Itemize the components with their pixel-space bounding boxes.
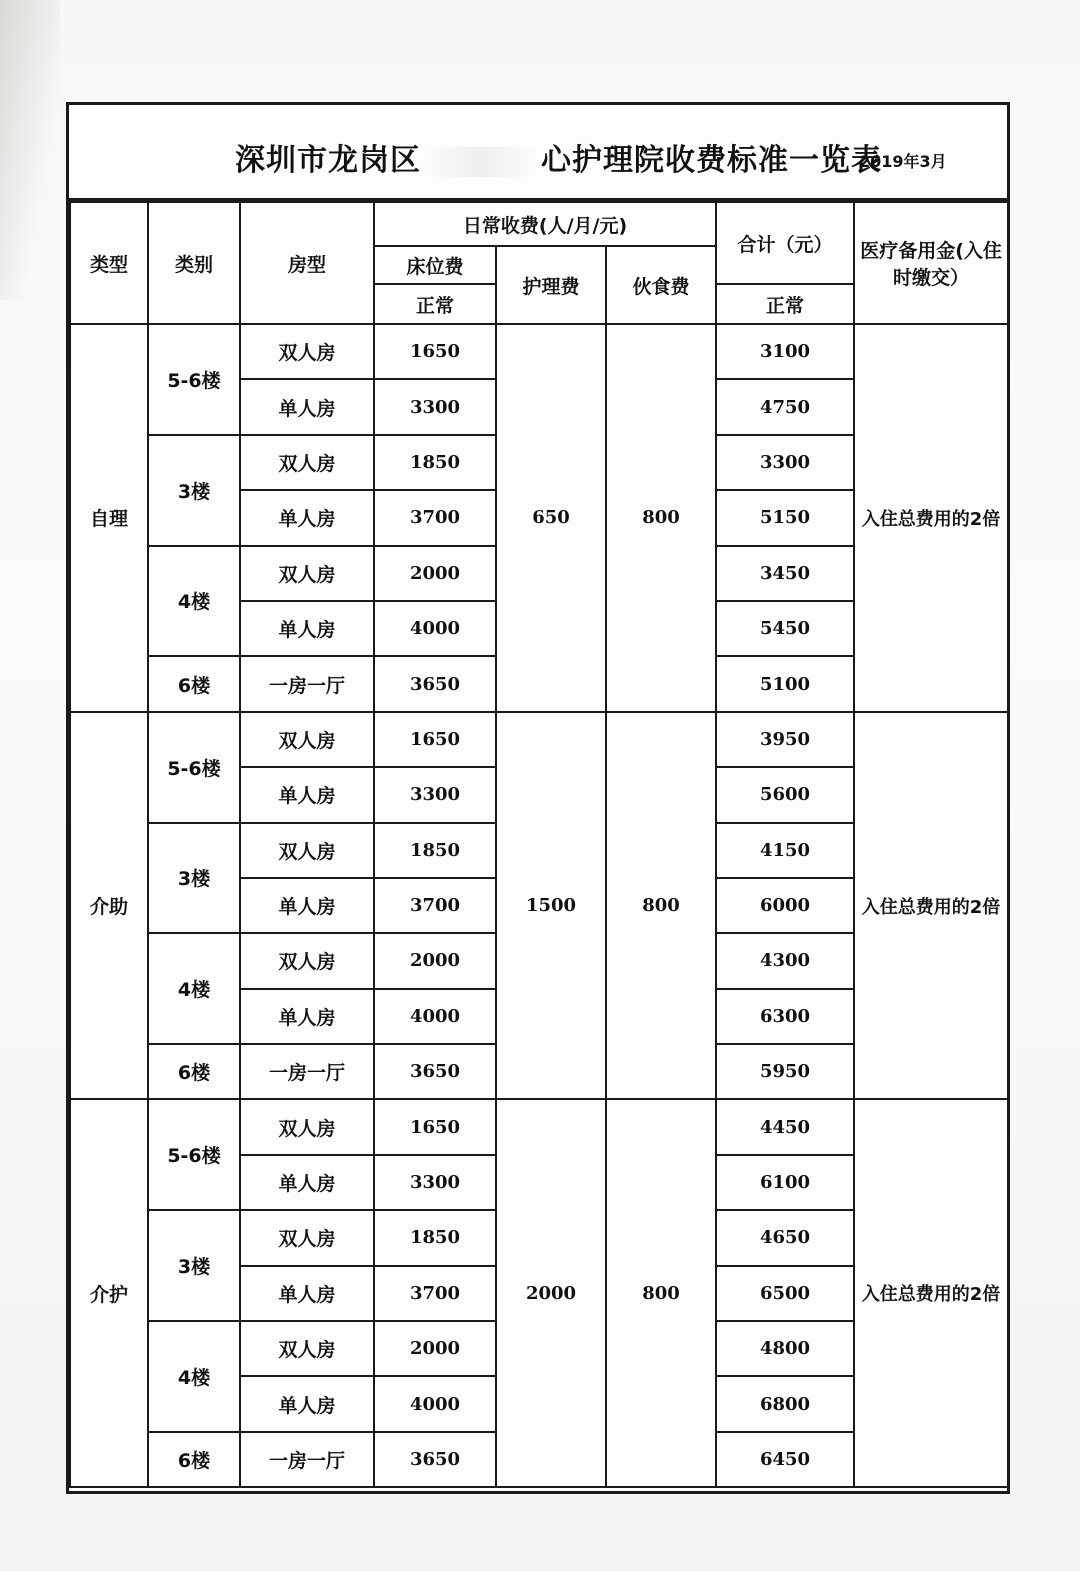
room-type-cell: 双人房 (240, 933, 374, 988)
total-cell: 6450 (716, 1432, 854, 1487)
bed-fee-cell: 3650 (374, 1044, 496, 1099)
bed-fee-cell: 3700 (374, 490, 496, 545)
bed-fee-cell: 1650 (374, 1099, 496, 1154)
floor-cell: 5-6楼 (148, 712, 240, 823)
room-type-cell: 单人房 (240, 379, 374, 434)
total-cell: 6500 (716, 1266, 854, 1321)
bed-fee-cell: 4000 (374, 989, 496, 1044)
room-type-cell: 双人房 (240, 1099, 374, 1154)
type-cell: 介护 (70, 1099, 148, 1487)
bed-fee-cell: 2000 (374, 546, 496, 601)
title-suffix: 心护理院收费标准一览表 (541, 143, 882, 178)
meal-fee-cell: 800 (606, 1099, 716, 1487)
table-row (70, 1099, 1008, 1154)
header-total: 合计（元） (716, 202, 854, 284)
total-cell: 5450 (716, 601, 854, 656)
redacted-region (421, 147, 541, 177)
fee-table-body (70, 324, 1008, 1487)
header-medical-deposit: 医疗备用金(入住时缴交） (854, 202, 1008, 324)
bed-fee-cell: 3700 (374, 1266, 496, 1321)
title-row (69, 105, 1007, 201)
total-cell: 4300 (716, 933, 854, 988)
total-cell: 5950 (716, 1044, 854, 1099)
bed-fee-cell: 2000 (374, 933, 496, 988)
total-cell: 5600 (716, 767, 854, 822)
total-cell: 3450 (716, 546, 854, 601)
deposit-cell: 入住总费用的2倍 (854, 712, 1008, 1100)
page-edge-shadow (0, 0, 60, 300)
total-cell: 5100 (716, 656, 854, 711)
floor-cell: 4楼 (148, 933, 240, 1044)
room-type-cell: 单人房 (240, 490, 374, 545)
header-bed-fee-normal: 正常 (374, 284, 496, 324)
title-prefix: 深圳市龙岗区 (235, 143, 421, 178)
room-type-cell: 单人房 (240, 767, 374, 822)
floor-cell: 5-6楼 (148, 324, 240, 435)
bed-fee-cell: 1650 (374, 712, 496, 767)
room-type-cell: 一房一厅 (240, 1432, 374, 1487)
room-type-cell: 一房一厅 (240, 656, 374, 711)
header-type: 类型 (70, 202, 148, 324)
total-cell: 6300 (716, 989, 854, 1044)
bed-fee-cell: 3300 (374, 379, 496, 434)
table-row (70, 712, 1008, 767)
header-bed-fee: 床位费 (374, 246, 496, 284)
bed-fee-cell: 4000 (374, 601, 496, 656)
room-type-cell: 双人房 (240, 546, 374, 601)
meal-fee-cell: 800 (606, 324, 716, 712)
header-meal-fee: 伙食费 (606, 246, 716, 324)
header-category: 类别 (148, 202, 240, 324)
bed-fee-cell: 3700 (374, 878, 496, 933)
bed-fee-cell: 3650 (374, 1432, 496, 1487)
floor-cell: 4楼 (148, 546, 240, 657)
bed-fee-cell: 1850 (374, 435, 496, 490)
total-cell: 6100 (716, 1155, 854, 1210)
room-type-cell: 单人房 (240, 601, 374, 656)
room-type-cell: 单人房 (240, 878, 374, 933)
room-type-cell: 单人房 (240, 1155, 374, 1210)
floor-cell: 3楼 (148, 1210, 240, 1321)
fee-table (69, 201, 1009, 1488)
bed-fee-cell: 1850 (374, 1210, 496, 1265)
document-title (235, 135, 882, 179)
header-nursing-fee: 护理费 (496, 246, 606, 324)
room-type-cell: 双人房 (240, 712, 374, 767)
type-cell: 介助 (70, 712, 148, 1100)
floor-cell: 6楼 (148, 656, 240, 711)
room-type-cell: 单人房 (240, 1376, 374, 1431)
total-cell: 4800 (716, 1321, 854, 1376)
bed-fee-cell: 3300 (374, 1155, 496, 1210)
floor-cell: 5-6楼 (148, 1099, 240, 1210)
bed-fee-cell: 3650 (374, 656, 496, 711)
floor-cell: 6楼 (148, 1044, 240, 1099)
total-cell: 4750 (716, 379, 854, 434)
header-daily-fees: 日常收费(人/月/元) (374, 202, 716, 246)
floor-cell: 4楼 (148, 1321, 240, 1432)
bed-fee-cell: 4000 (374, 1376, 496, 1431)
header-room-type: 房型 (240, 202, 374, 324)
room-type-cell: 双人房 (240, 324, 374, 379)
fee-schedule-sheet (66, 102, 1010, 1494)
total-cell: 4450 (716, 1099, 854, 1154)
header-total-normal: 正常 (716, 284, 854, 324)
nursing-fee-cell: 2000 (496, 1099, 606, 1487)
bed-fee-cell: 1850 (374, 823, 496, 878)
total-cell: 3300 (716, 435, 854, 490)
room-type-cell: 单人房 (240, 989, 374, 1044)
room-type-cell: 双人房 (240, 1321, 374, 1376)
deposit-cell: 入住总费用的2倍 (854, 1099, 1008, 1487)
type-cell: 自理 (70, 324, 148, 712)
room-type-cell: 一房一厅 (240, 1044, 374, 1099)
total-cell: 5150 (716, 490, 854, 545)
document-date: 2019年3月 (859, 152, 947, 171)
bed-fee-cell: 2000 (374, 1321, 496, 1376)
nursing-fee-cell: 650 (496, 324, 606, 712)
total-cell: 3950 (716, 712, 854, 767)
meal-fee-cell: 800 (606, 712, 716, 1100)
floor-cell: 3楼 (148, 823, 240, 934)
total-cell: 4150 (716, 823, 854, 878)
bed-fee-cell: 1650 (374, 324, 496, 379)
nursing-fee-cell: 1500 (496, 712, 606, 1100)
room-type-cell: 双人房 (240, 823, 374, 878)
floor-cell: 6楼 (148, 1432, 240, 1487)
total-cell: 6000 (716, 878, 854, 933)
room-type-cell: 单人房 (240, 1266, 374, 1321)
total-cell: 4650 (716, 1210, 854, 1265)
floor-cell: 3楼 (148, 435, 240, 546)
bed-fee-cell: 3300 (374, 767, 496, 822)
total-cell: 3100 (716, 324, 854, 379)
total-cell: 6800 (716, 1376, 854, 1431)
room-type-cell: 双人房 (240, 1210, 374, 1265)
table-row (70, 324, 1008, 379)
deposit-cell: 入住总费用的2倍 (854, 324, 1008, 712)
room-type-cell: 双人房 (240, 435, 374, 490)
